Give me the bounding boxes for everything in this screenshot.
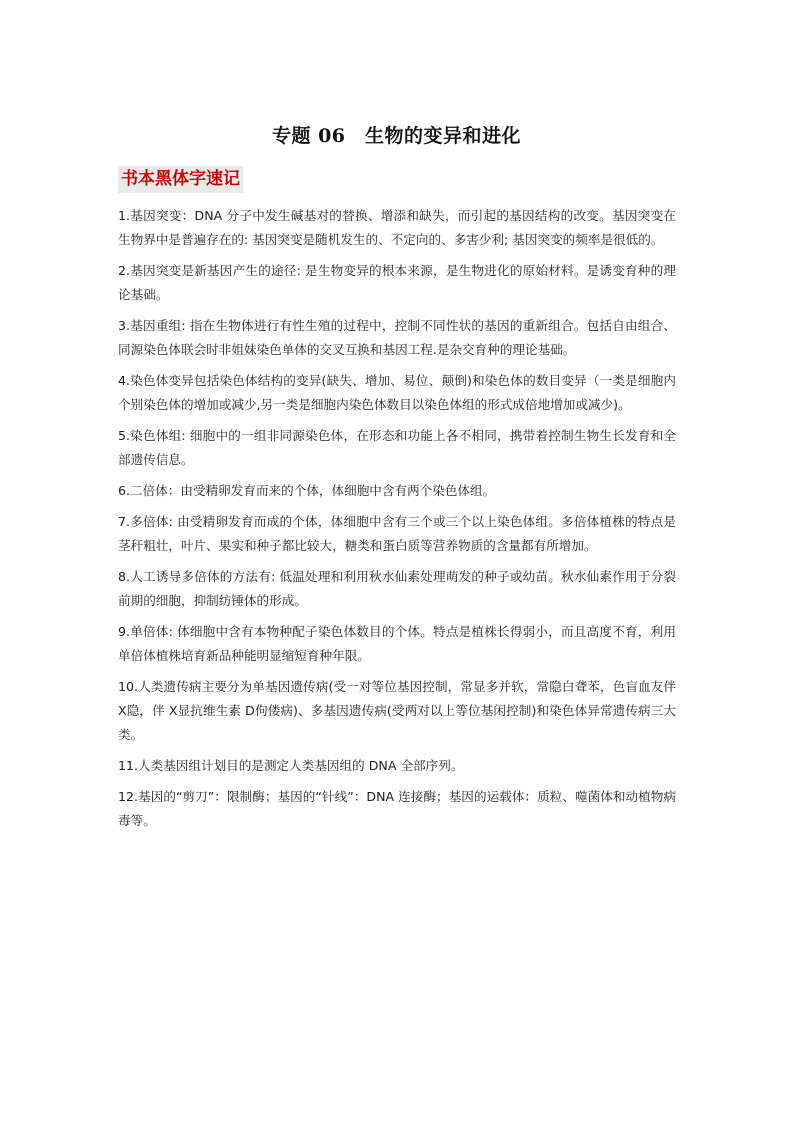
paragraph-10: 10.人类遗传病主要分为单基因遗传病(受一对等位基因控制，常显多并软，常隐白聋苯，色盲血友伴 X隐，伴 X显抗维生素 D佝偻病)、多基因遗传病(受两对以上等位基闲控制)和染色体异常遗传病三大类。 [118, 679, 676, 742]
paragraph-5: 5.染色体组: 细胞中的一组非同源染色体，在形态和功能上各不相同，携带着控制生物生长发育和全部遗传信息。 [118, 428, 676, 467]
paragraph-9: 9.单倍体: 体细胞中含有本物种配子染色体数目的个体。特点是植株长得弱小，而且高度不育，利用单倍体植株培育新品种能明显缩短育种年限。 [118, 624, 676, 663]
document-body [118, 204, 676, 840]
document-title: 专题 06 生物的变异和进化 [271, 125, 522, 147]
paragraph-7: 7.多倍体: 由受精卵发育而成的个体，体细胞中含有三个或三个以上染色体组。多倍体植株的特点是茎秆粗壮，叶片、果实和种子都比较大，糖类和蛋白质等营养物质的含量都有所增加。 [118, 514, 676, 553]
paragraph-2: 2.基因突变是新基因产生的途径: 是生物变异的根本来源，是生物进化的原始材料。是诱变育种的理论基础。 [118, 263, 676, 302]
section-heading: 书本黑体字速记 [118, 166, 243, 193]
paragraph-11: 11.人类基因组计划目的是测定人类基因组的 DNA 全部序列。 [118, 758, 464, 773]
paragraph-6: 6.二倍体：由受精卵发育而来的个体，体细胞中含有两个染色体组。 [118, 483, 496, 498]
paragraph-12: 12.基因的“剪刀”：限制酶；基因的“针线”：DNA 连接酶；基因的运载体：质粒、噬菌体和动植物病毒等。 [118, 789, 676, 828]
paragraph-1: 1.基因突变：DNA 分子中发生碱基对的替换、增添和缺失，而引起的基因结构的改变。基因突变在生物界中是普遍存在的: 基因突变是随机发生的、不定向的、多害少利; 基因突变的频率是很低的。 [118, 208, 676, 247]
paragraph-3: 3.基因重组: 指在生物体进行有性生殖的过程中，控制不同性状的基因的重新组合。包括自由组合、同源染色体联会时非姐妹染色单体的交叉互换和基因工程.是杂交育种的理论基础。 [118, 318, 676, 357]
paragraph-4: 4.染色体变异包括染色体结构的变异(缺失、增加、易位、颠倒)和染色体的数目变异（一类是细胞内个别染色体的增加或减少,另一类是细胞内染色体数目以染色体组的形式成倍地增加或减少)。 [118, 373, 676, 412]
paragraph-8: 8.人工诱导多倍体的方法有: 低温处理和利用秋水仙素处理萌发的种子或幼苗。秋水仙素作用于分裂前期的细胞，抑制纺锤体的形成。 [118, 569, 676, 608]
